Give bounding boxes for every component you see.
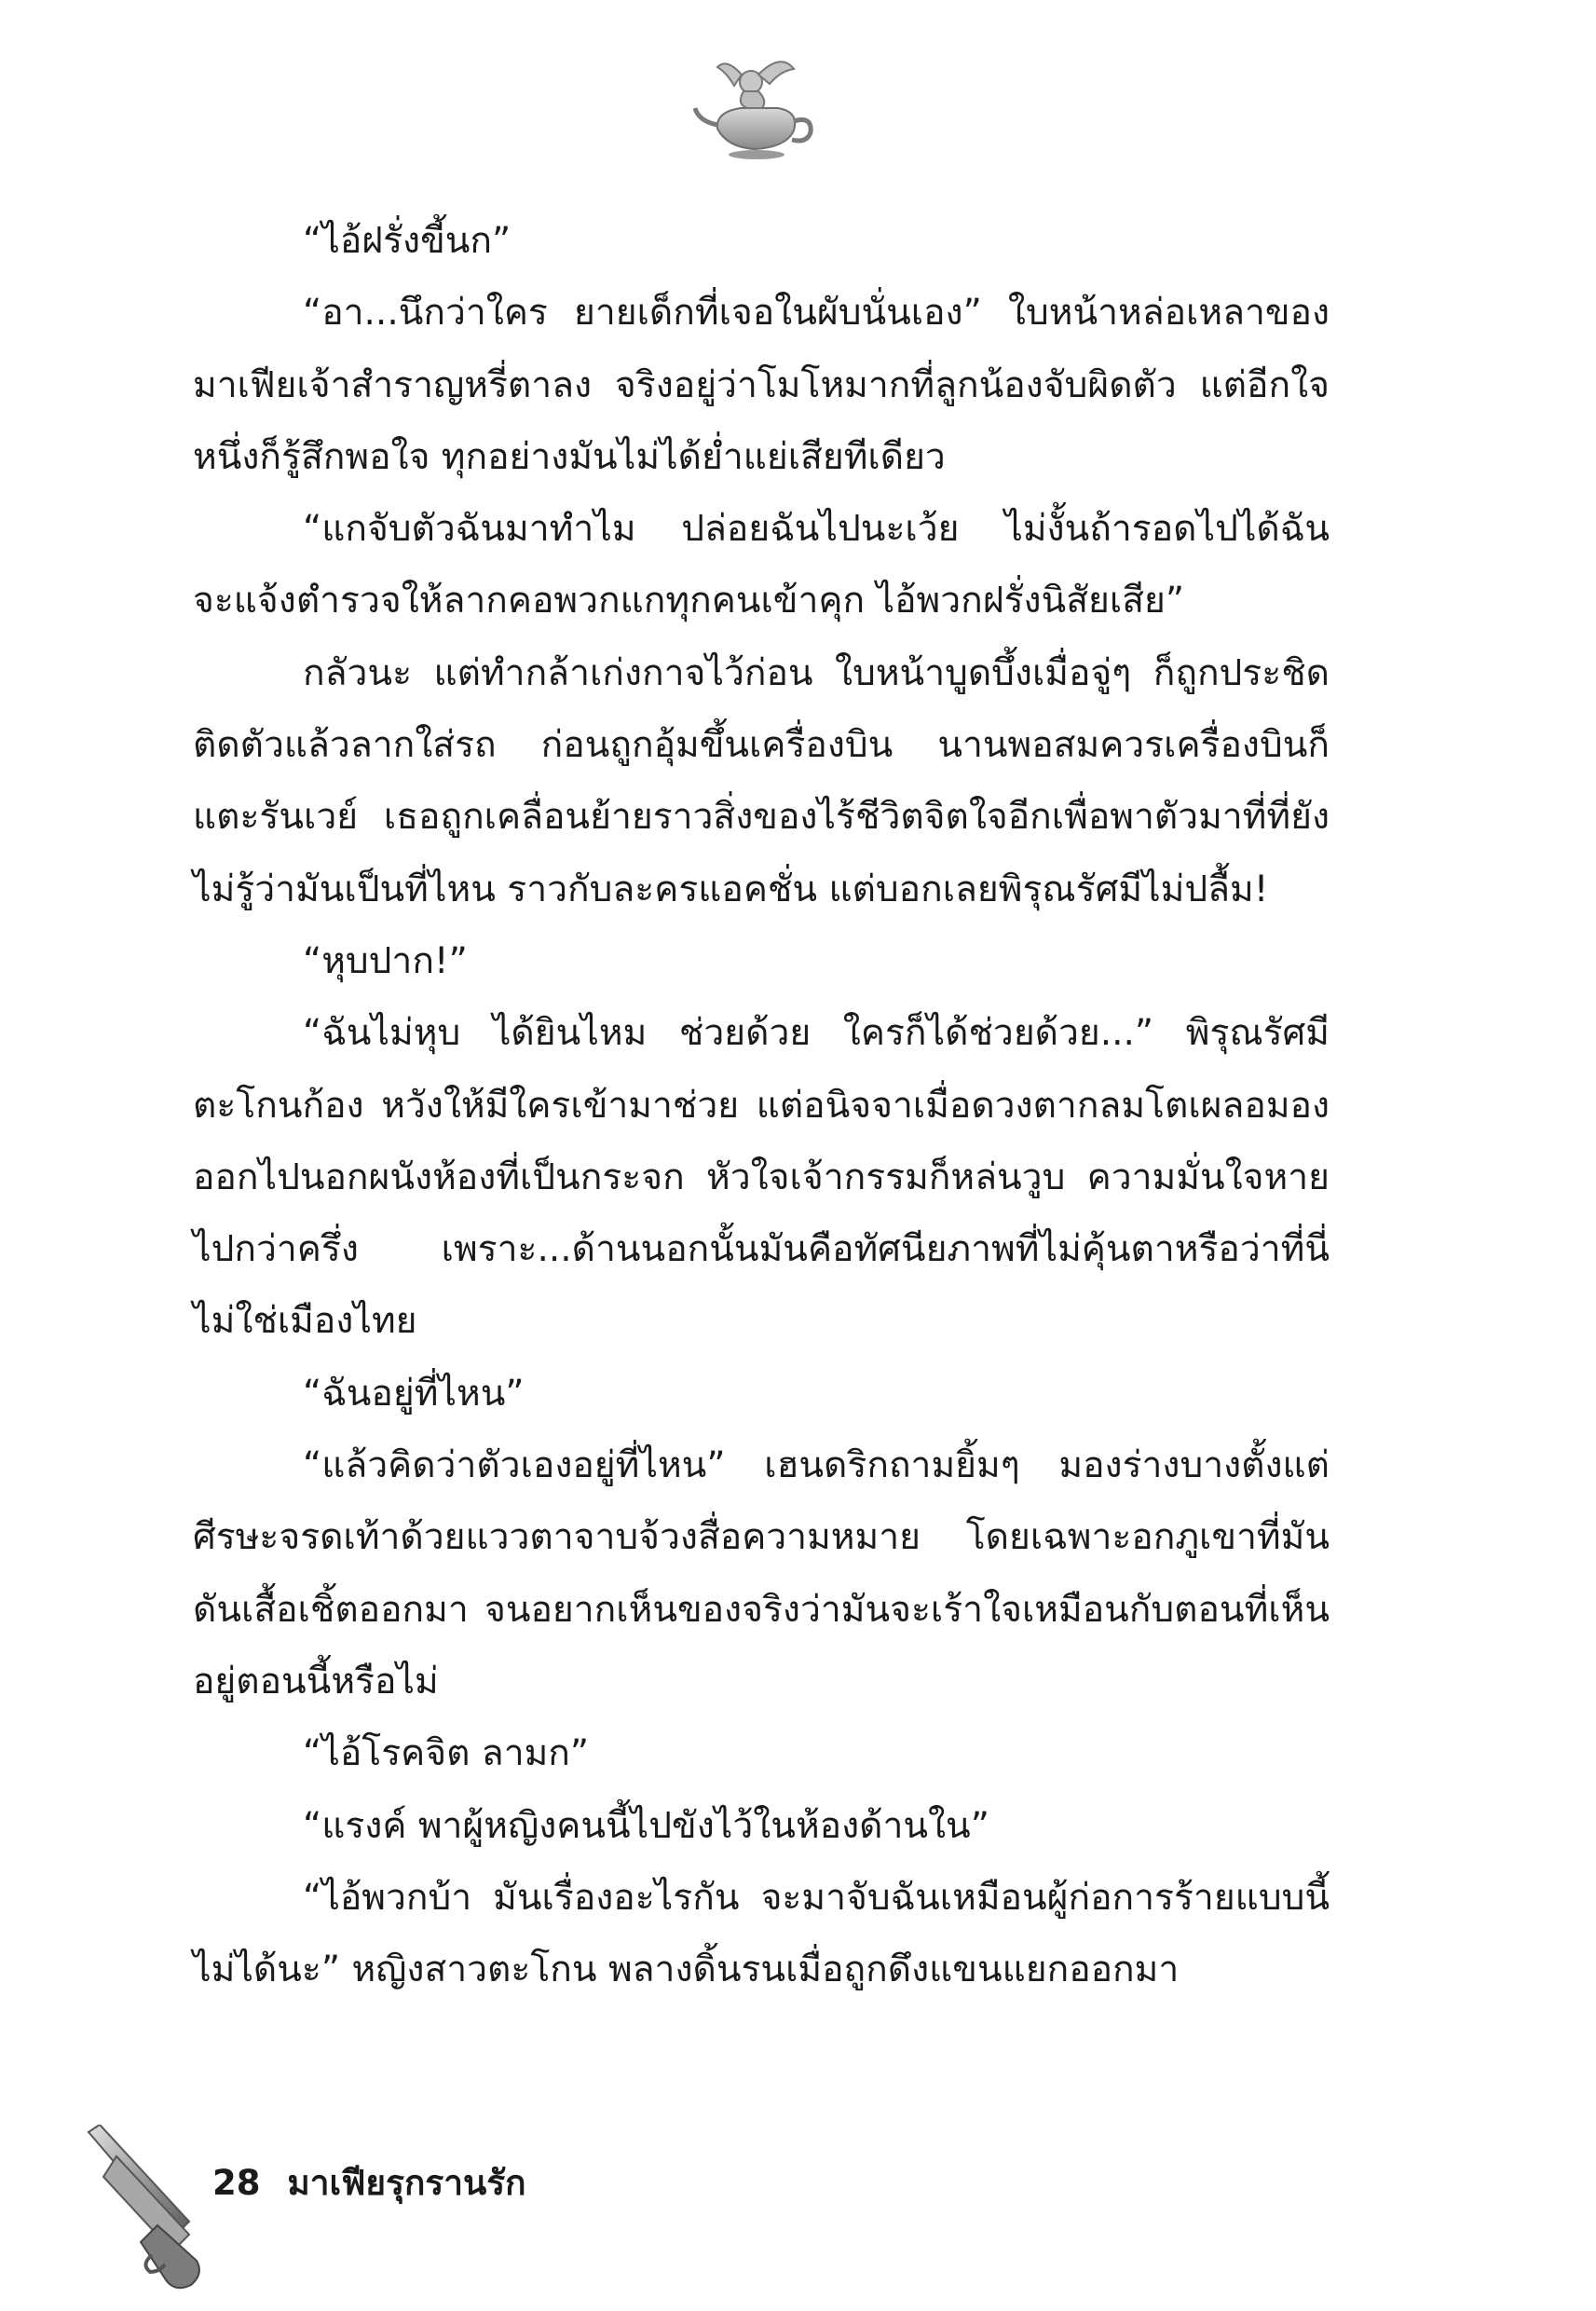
paragraph: “อา...นึกว่าใคร ยายเด็กที่เจอในผับนั่นเอง” ใบหน้าหล่อเหลาของมาเฟียเจ้าสำราญหรี่ตาลง จริงอยู่ว่าโมโหมากที่ลูกน้องจับผิดตัว แต่อีกใจหนึ่งก็รู้สึกพอใจ ทุกอย่างมันไม่ได้ย่ำแย่เสียทีเดียว [193, 292, 1330, 478]
paragraph: “แรงค์ พาผู้หญิงคนนี้ไปขังไว้ในห้องด้านใน” [303, 1804, 989, 1847]
paragraph: “แกจับตัวฉันมาทำไม ปล่อยฉันไปนะเว้ย ไม่งั้นถ้ารอดไปได้ฉันจะแจ้งตำรวจให้ลากคอพวกแกทุกคนเข้าคุก ไอ้พวกฝรั่งนิสัยเสีย” [193, 508, 1330, 622]
paragraph: “ไอ้ฝรั่งขี้นก” [303, 220, 512, 262]
paragraph: “แล้วคิดว่าตัวเองอยู่ที่ไหน” เฮนดริกถามยิ้มๆ มองร่างบางตั้งแต่ศีรษะจรดเท้าด้วยแววตาจาบจ้วงสื่อความหมาย โดยเฉพาะอกภูเขาที่มันดันเสื้อเชิ้ตออกมา จนอยากเห็นของจริงว่ามันจะเร้าใจเหมือนกับตอนที่เห็นอยู่ตอนนี้หรือไม่ [193, 1444, 1330, 1702]
paragraph: “ฉันไม่หุบ ได้ยินไหม ช่วยด้วย ใครก็ได้ช่วยด้วย...” พิรุณรัศมีตะโกนก้อง หวังให้มีใครเข้ามาช่วย แต่อนิจจาเมื่อดวงตากลมโตเผลอมองออกไปนอกผนังห้องที่เป็นกระจก หัวใจเจ้ากรรมก็หล่นวูบ ความมั่นใจหายไปกว่าครึ่ง เพราะ...ด้านนอกนั้นมันคือทัศนียภาพที่ไม่คุ้นตาหรือว่าที่นี่ไม่ใช่เมืองไทย [193, 1012, 1330, 1343]
cherub-teapot-icon [689, 47, 820, 168]
body-text [193, 205, 1330, 2005]
paragraph: “ไอ้โรคจิต ลามก” [303, 1732, 590, 1775]
pistol-icon [79, 2125, 210, 2292]
paragraph: กลัวนะ แต่ทำกล้าเก่งกาจไว้ก่อน ใบหน้าบูดบึ้งเมื่อจู่ๆ ก็ถูกประชิดติดตัวแล้วลากใส่รถ ก่อนถูกอุ้มขึ้นเครื่องบิน นานพอสมควรเครื่องบินก็แตะรันเวย์ เธอถูกเคลื่อนย้ายราวสิ่งของไร้ชีวิตจิตใจอีกเพื่อพาตัวมาที่ที่ยังไม่รู้ว่ามันเป็นที่ไหน ราวกับละครแอคชั่น แต่บอกเลยพิรุณรัศมีไม่ปลื้ม! [193, 651, 1330, 910]
paragraph: “หุบปาก!” [303, 939, 468, 982]
paragraph: “ฉันอยู่ที่ไหน” [303, 1372, 525, 1415]
book-title: มาเฟียรุกรานรัก [287, 2163, 526, 2203]
paragraph: “ไอ้พวกบ้า มันเรื่องอะไรกัน จะมาจับฉันเหมือนผู้ก่อการร้ายแบบนี้ไม่ได้นะ” หญิงสาวตะโกน พลางดิ้นรนเมื่อถูกดึงแขนแยกออกมา [193, 1876, 1330, 1991]
page-number: 28 [212, 2163, 261, 2203]
page-footer [212, 2160, 526, 2207]
